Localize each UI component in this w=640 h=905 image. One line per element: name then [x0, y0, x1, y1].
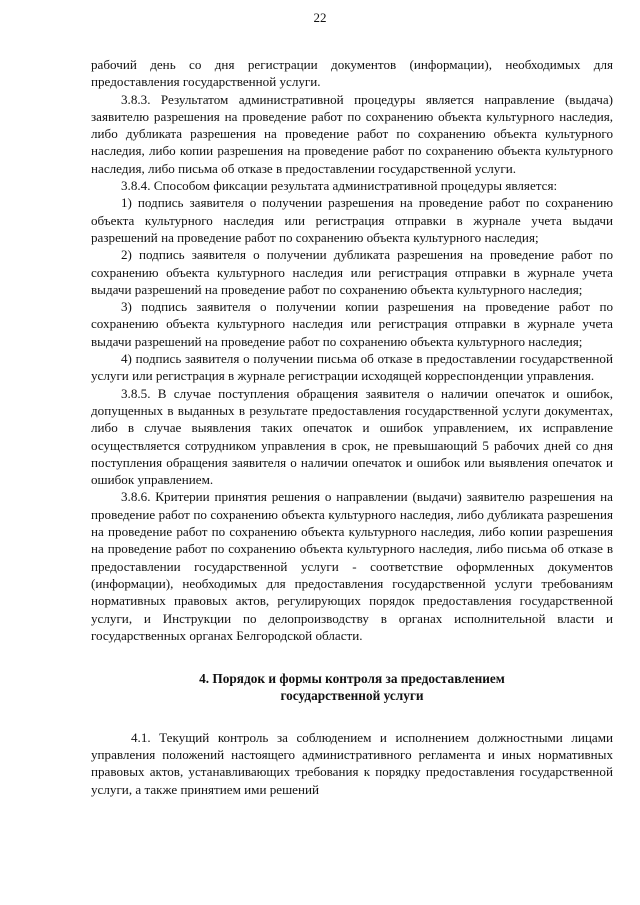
- paragraph-3-8-4: 3.8.4. Способом фиксации результата административной процедуры является:: [121, 178, 558, 194]
- section-heading-line-2: государственной услуги: [280, 688, 424, 704]
- list-item-1: 1) подпись заявителя о получении разрешения на проведение работ по сохранению объекта культурного наследия или регистрация отправки в журнале учета выдачи разрешений на проведение работ по сохранению объекта культурного наследия;: [91, 195, 613, 245]
- paragraph-3-8-5: 3.8.5. В случае поступления обращения заявителя о наличии опечаток и ошибок, допущенных в выданных в результате предоставления государственной услуги документах, либо в случае выявления таких опечаток и ошибок управлением, их исправление осуществляется сотрудником управления в срок, не превышающий 5 рабочих дней со дня поступления обращения заявителя о наличии опечаток и ошибок или выявления опечаток и ошибок управлением.: [91, 385, 613, 488]
- paragraph-3-8-3: 3.8.3. Результатом административной процедуры является направление (выдача) заявителю разрешения на проведение работ по сохранению объекта культурного наследия, либо дубликата разрешения на проведение работ по сохранению объекта культурного наследия, либо копии разрешения на проведение работ по сохранению объекта культурного наследия, либо письма об отказе в предоставлении государственной услуги.: [91, 91, 613, 176]
- paragraph-3-8-6: 3.8.6. Критерии принятия решения о направлении (выдачи) заявителю разрешения на проведение работ по сохранению объекта культурного наследия, либо дубликата разрешения на проведение работ по сохранению объекта культурного наследия, либо копии разрешения на проведение работ по сохранению объекта культурного наследия, либо письма об отказе в предоставлении государственной услуги - соответствие оформленных документов (информации), необходимых для предоставления государственной услуги требованиям нормативных правовых актов, регулирующих порядок предоставления государственной услуги, и Инструкции по делопроизводству в органах исполнительной власти и государственных органах Белгородской области.: [91, 489, 613, 643]
- paragraph-4-1: 4.1. Текущий контроль за соблюдением и исполнением должностными лицами управления положений настоящего административного регламента и иных нормативных правовых актов, устанавливающих требования к порядку предоставления государственной услуги, а также принятием ими решений: [91, 729, 613, 797]
- list-item-3: 3) подпись заявителя о получении копии разрешения на проведение работ по сохранению объекта культурного наследия или регистрация отправки в журнале учета выдачи разрешений на проведение работ по сохранению объекта культурного наследия;: [91, 299, 613, 349]
- section-heading-line-1: 4. Порядок и формы контроля за предоставлением: [199, 671, 505, 687]
- page-number: 22: [313, 10, 327, 25]
- document-body: [91, 56, 613, 798]
- list-item-4: 4) подпись заявителя о получении письма об отказе в предоставлении государственной услуги или регистрация в журнале регистрации исходящей корреспонденции управления.: [91, 351, 613, 384]
- paragraph-continuation: рабочий день со дня регистрации документов (информации), необходимых для предоставления государственной услуги.: [91, 57, 613, 90]
- list-item-2: 2) подпись заявителя о получении дубликата разрешения на проведение работ по сохранению объекта культурного наследия или регистрация отправки в журнале учета выдачи разрешений на проведение работ по сохранению объекта культурного наследия;: [91, 247, 613, 297]
